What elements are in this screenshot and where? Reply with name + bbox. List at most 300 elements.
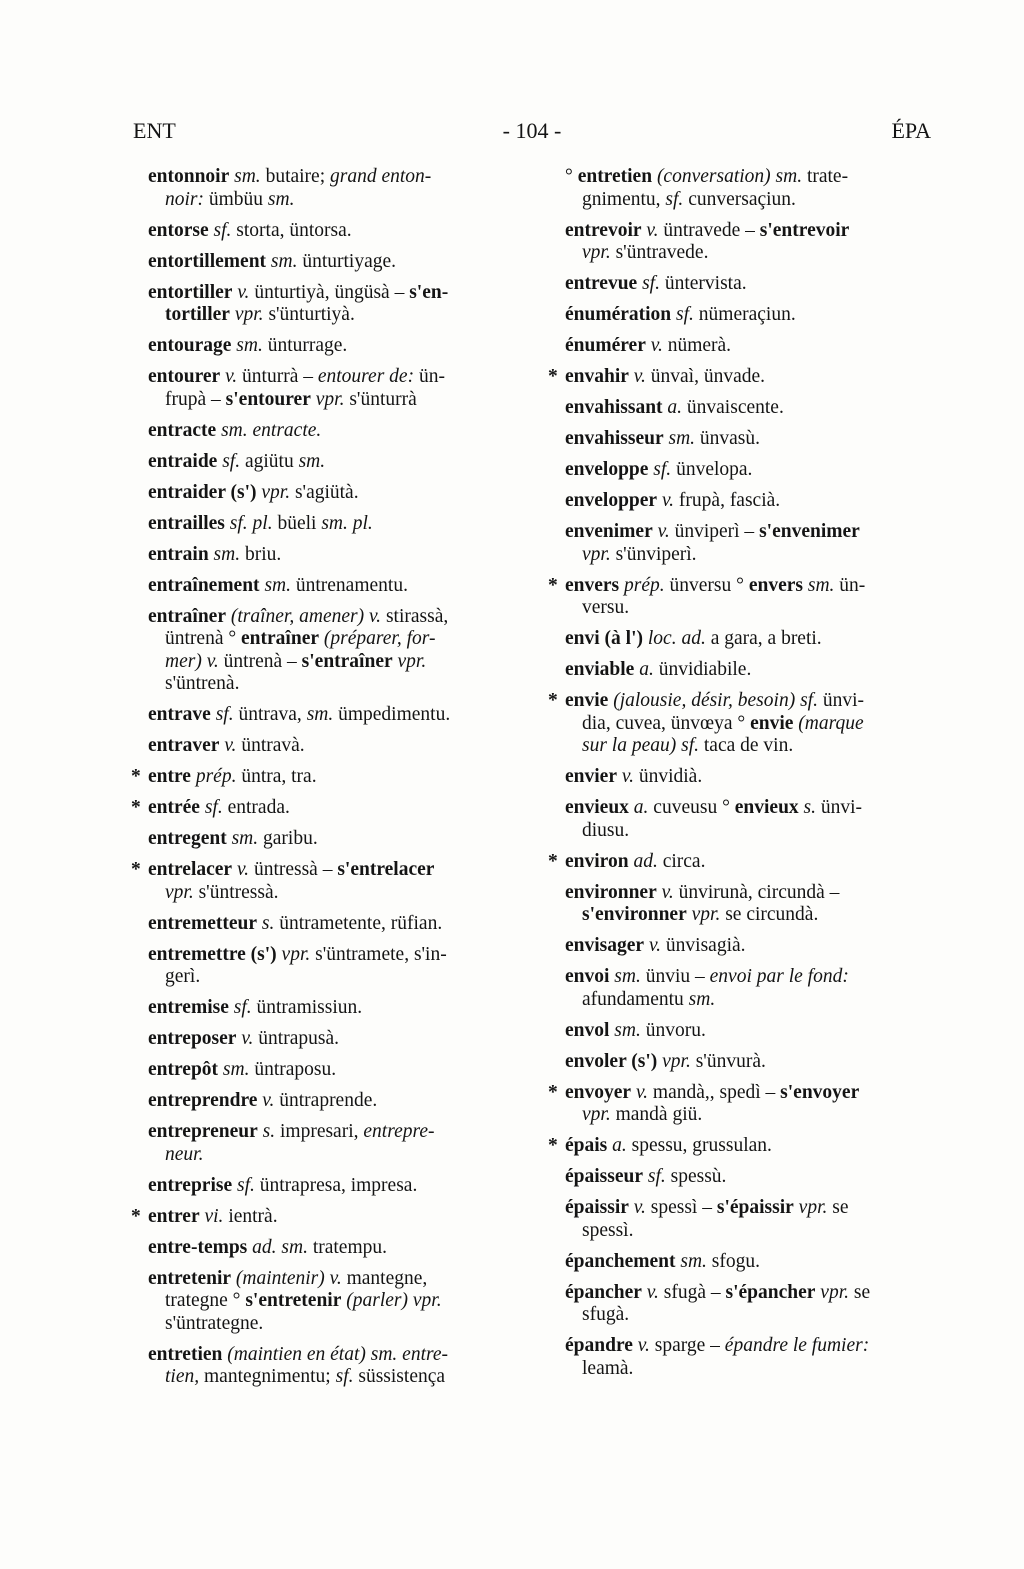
definition-text: s'üntrategne. bbox=[165, 1312, 264, 1334]
headword: envahissant bbox=[565, 397, 663, 418]
headword: s'entourer bbox=[225, 388, 311, 410]
italic-text: a. bbox=[612, 1135, 627, 1156]
dictionary-entry bbox=[148, 1090, 503, 1113]
entry-line bbox=[148, 220, 503, 243]
entry-line bbox=[565, 1082, 933, 1105]
entry-line bbox=[565, 1166, 933, 1189]
italic-text: sm. bbox=[213, 543, 241, 565]
dictionary-entry bbox=[565, 397, 933, 420]
dictionary-entry bbox=[148, 420, 503, 443]
italic-text: vpr. bbox=[691, 904, 721, 925]
dictionary-entry bbox=[148, 282, 503, 327]
dictionary-entry bbox=[565, 166, 933, 211]
italic-text: sm. bbox=[264, 574, 291, 596]
italic-text: v. bbox=[661, 881, 674, 903]
dictionary-entry bbox=[148, 1028, 503, 1051]
entry-line bbox=[148, 673, 503, 696]
italic-text: v. bbox=[224, 735, 237, 756]
italic-text: sf. bbox=[800, 690, 818, 711]
dictionary-entry bbox=[148, 251, 503, 274]
italic-text: v. bbox=[368, 605, 382, 627]
headword: entretien bbox=[148, 1343, 223, 1365]
italic-text: entracte. bbox=[252, 419, 322, 441]
headword: entrailles bbox=[148, 512, 225, 534]
italic-text: v. bbox=[633, 366, 646, 387]
headword: envi (à l') bbox=[565, 628, 643, 649]
definition-text: ün- bbox=[834, 574, 866, 596]
definition-text: diusu. bbox=[582, 819, 630, 841]
entry-line bbox=[148, 335, 503, 358]
dictionary-entry bbox=[565, 490, 933, 513]
definition-text: ünvoru. bbox=[640, 1019, 706, 1041]
definition-text: üntrametente, rüfian. bbox=[274, 912, 443, 934]
entry-line bbox=[565, 220, 933, 243]
definition-text: impresari, bbox=[275, 1121, 364, 1142]
italic-text: sm. bbox=[234, 166, 261, 187]
definition-text: üntrapresa, impresa. bbox=[254, 1174, 418, 1196]
italic-text: (maintenir) bbox=[235, 1267, 325, 1289]
headword: entrée bbox=[148, 797, 200, 818]
entry-line bbox=[148, 1144, 503, 1167]
italic-text: vpr. bbox=[820, 1281, 850, 1303]
entry-line bbox=[565, 490, 933, 513]
italic-text: sm. bbox=[668, 428, 696, 449]
entry-line bbox=[565, 335, 933, 358]
headword: entortiller bbox=[148, 281, 233, 303]
definition-text: garibu. bbox=[258, 828, 318, 849]
entry-line bbox=[148, 166, 503, 189]
italic-text: sf. bbox=[222, 450, 241, 472]
entry-line bbox=[565, 366, 933, 389]
headword: envoi bbox=[565, 966, 610, 987]
italic-text: v. bbox=[206, 650, 219, 672]
dictionary-entry bbox=[148, 704, 503, 727]
italic-text: vpr. bbox=[798, 1197, 828, 1218]
definition-text: leamà. bbox=[582, 1357, 634, 1379]
italic-text: sm. bbox=[221, 419, 248, 441]
italic-text: sm. bbox=[614, 1019, 641, 1041]
headword: envisager bbox=[565, 935, 645, 956]
headword: entraver bbox=[148, 735, 220, 756]
dictionary-entry bbox=[148, 828, 503, 851]
definition-text: se circundà. bbox=[720, 904, 819, 925]
entry-line bbox=[565, 189, 933, 212]
italic-text: vpr. bbox=[397, 650, 427, 672]
definition-text: s'üntramete, s'in- bbox=[310, 943, 447, 965]
definition-text: spessu, grussulan. bbox=[626, 1135, 772, 1156]
definition-text: s'agiütà. bbox=[290, 481, 359, 503]
star-marker: * bbox=[131, 859, 141, 880]
headword: environ bbox=[565, 850, 629, 872]
definition-text: s'ünviperì. bbox=[610, 543, 697, 565]
dictionary-entry bbox=[565, 304, 933, 327]
headword: environner bbox=[565, 881, 657, 903]
entry-line bbox=[148, 966, 503, 989]
definition-text: afundamentu bbox=[582, 988, 689, 1010]
definition-text: gnimentu, bbox=[582, 188, 666, 210]
dictionary-entry bbox=[148, 606, 503, 696]
italic-text: vpr. bbox=[281, 943, 311, 965]
italic-text: sm. bbox=[775, 166, 803, 187]
italic-text: sm. bbox=[807, 574, 835, 596]
headword: entraîner bbox=[241, 628, 320, 649]
entry-line bbox=[148, 451, 503, 474]
headword: épaissir bbox=[565, 1197, 629, 1218]
headword: épandre bbox=[565, 1335, 633, 1356]
dictionary-entry bbox=[148, 220, 503, 243]
entry-line bbox=[148, 1313, 503, 1336]
star-marker: * bbox=[548, 1081, 558, 1103]
entry-line bbox=[148, 1090, 503, 1113]
entry-line bbox=[148, 513, 503, 536]
entry-line bbox=[565, 904, 933, 927]
dictionary-entry bbox=[148, 735, 503, 758]
headword: épais bbox=[565, 1135, 608, 1156]
headword: entrelacer bbox=[148, 859, 233, 880]
entry-line bbox=[565, 273, 933, 296]
headword: envoyer bbox=[565, 1081, 632, 1103]
headword: s'envoyer bbox=[780, 1081, 860, 1103]
italic-text: (marque bbox=[798, 712, 864, 734]
definition-text: storta, üntorsa. bbox=[231, 219, 352, 241]
headword: entregent bbox=[148, 828, 227, 849]
entry-line bbox=[565, 1335, 933, 1358]
italic-text: (jalousie, désir, besoin) bbox=[613, 690, 796, 711]
headword: épaisseur bbox=[565, 1166, 643, 1187]
star-marker: * bbox=[131, 766, 141, 787]
headword: s'entretenir bbox=[245, 1290, 342, 1311]
italic-text: vpr. bbox=[315, 388, 345, 410]
italic-text: vpr. bbox=[234, 304, 264, 325]
entry-line bbox=[148, 189, 503, 212]
headword: envie bbox=[565, 690, 609, 711]
entry-line bbox=[565, 1020, 933, 1043]
headword: envahisseur bbox=[565, 428, 664, 449]
definition-text: sfugà – bbox=[658, 1281, 726, 1303]
headword: entraider (s') bbox=[148, 481, 257, 503]
headword: énumération bbox=[565, 304, 672, 325]
entry-line bbox=[565, 521, 933, 544]
definition-text: süssistença bbox=[353, 1366, 446, 1387]
star-marker: * bbox=[131, 1205, 141, 1227]
entry-line bbox=[148, 828, 503, 851]
italic-text: mer) bbox=[165, 650, 202, 672]
dictionary-entry bbox=[565, 220, 933, 265]
entry-line bbox=[565, 242, 933, 265]
entry-line bbox=[565, 1197, 933, 1220]
definition-text: spessì – bbox=[645, 1197, 717, 1218]
definition-text: ünvaì, ünvade. bbox=[645, 366, 766, 387]
italic-text: sur la peau) bbox=[582, 735, 677, 756]
definition-text: üntrenà – bbox=[218, 650, 302, 672]
italic-text: ad. sm. bbox=[252, 1236, 308, 1258]
definition-text: frupà, fascià. bbox=[674, 490, 781, 511]
definition-text: ünvisagià. bbox=[661, 935, 746, 956]
italic-text: prép. bbox=[195, 766, 237, 787]
entry-line bbox=[148, 389, 503, 412]
italic-text: a. bbox=[639, 659, 654, 680]
italic-text: v. bbox=[621, 766, 634, 787]
definition-text: gerì. bbox=[165, 966, 201, 987]
italic-text: s. bbox=[262, 1121, 276, 1142]
italic-text: sm. bbox=[688, 988, 716, 1010]
header-right-guide-word: ÉPA bbox=[891, 118, 931, 143]
entry-line bbox=[565, 1135, 933, 1158]
definition-text: nümerà. bbox=[662, 335, 732, 356]
entry-line bbox=[565, 544, 933, 567]
entry-line bbox=[565, 166, 933, 189]
headword: entreprise bbox=[148, 1174, 233, 1196]
headword: entrain bbox=[148, 543, 209, 565]
definition-text: ünvidiabile. bbox=[653, 659, 752, 680]
dictionary-entry bbox=[148, 1059, 503, 1082]
entry-line bbox=[148, 704, 503, 727]
italic-text: sf. bbox=[204, 797, 223, 818]
headword: entortillement bbox=[148, 250, 267, 272]
headword: tortiller bbox=[165, 304, 230, 325]
entry-line bbox=[148, 913, 503, 936]
italic-text: tien, bbox=[165, 1366, 200, 1387]
definition-text: nümeraçiun. bbox=[693, 304, 796, 325]
definition-text: s'üntrenà. bbox=[165, 673, 240, 694]
entry-line bbox=[148, 1237, 503, 1260]
definition-text: agiütu bbox=[240, 450, 299, 472]
definition-text: üntrava, bbox=[233, 704, 307, 725]
page-header bbox=[133, 118, 931, 148]
italic-text: sf. bbox=[237, 1174, 255, 1196]
entry-line bbox=[148, 304, 503, 327]
definition-text: ünvi- bbox=[817, 690, 864, 711]
headword: entonnoir bbox=[148, 166, 230, 187]
headword: envenimer bbox=[565, 521, 653, 542]
entry-line bbox=[148, 1268, 503, 1291]
headword: entracte bbox=[148, 419, 217, 441]
headword: entremetteur bbox=[148, 912, 257, 934]
dictionary-entry bbox=[565, 1197, 933, 1242]
star-marker: * bbox=[131, 797, 141, 818]
headword: envers bbox=[748, 574, 803, 596]
definition-text: s'üntressà. bbox=[193, 881, 279, 903]
italic-text: v. bbox=[241, 1028, 254, 1049]
definition-text: ünturtiyage. bbox=[297, 250, 397, 272]
entry-line bbox=[565, 1282, 933, 1305]
entry-line bbox=[565, 1358, 933, 1381]
italic-text: (traîner, amener) bbox=[230, 605, 365, 627]
definition-text: üntrenà ° bbox=[165, 628, 242, 649]
italic-text: vpr. bbox=[412, 1290, 442, 1311]
italic-text: v. bbox=[650, 335, 663, 356]
entry-line bbox=[148, 997, 503, 1020]
entry-line bbox=[148, 575, 503, 598]
dictionary-entry bbox=[548, 1081, 933, 1127]
italic-text: vpr. bbox=[582, 1104, 611, 1125]
headword: entretenir bbox=[148, 1267, 232, 1289]
entry-line bbox=[148, 944, 503, 967]
italic-text: sf. bbox=[233, 997, 252, 1018]
headword: épancher bbox=[565, 1281, 642, 1303]
italic-text: vpr. bbox=[582, 242, 611, 263]
definition-text: trate- bbox=[802, 166, 849, 187]
dictionary-entry bbox=[565, 1166, 933, 1189]
italic-text: grand enton- bbox=[330, 166, 432, 187]
italic-text: vpr. bbox=[582, 543, 611, 565]
italic-text: sm. bbox=[298, 450, 326, 472]
italic-text: v. bbox=[648, 935, 662, 956]
italic-text: v. bbox=[262, 1090, 275, 1111]
definition-text: dia, cuvea, ünvœya ° bbox=[582, 712, 751, 734]
left-column bbox=[131, 166, 503, 1397]
entry-line bbox=[565, 820, 933, 843]
dictionary-entry bbox=[565, 1051, 933, 1074]
dictionary-entry bbox=[565, 1282, 933, 1327]
headword: entreposer bbox=[148, 1028, 237, 1049]
italic-text: v. bbox=[237, 281, 250, 303]
right-column bbox=[548, 166, 933, 1389]
italic-text: v. bbox=[661, 490, 675, 511]
italic-text: s. bbox=[261, 912, 275, 934]
dictionary-entry bbox=[148, 1237, 503, 1260]
headword: s'entraîner bbox=[301, 650, 393, 672]
dictionary-entry bbox=[148, 451, 503, 474]
italic-text: entourer de: bbox=[317, 366, 415, 387]
entry-line bbox=[565, 1304, 933, 1327]
dictionary-entry bbox=[565, 428, 933, 451]
italic-text: sm. bbox=[614, 966, 641, 987]
italic-text: sm. bbox=[236, 335, 263, 356]
italic-text: neur. bbox=[165, 1143, 204, 1165]
entry-line bbox=[565, 935, 933, 958]
italic-text: sf. bbox=[681, 735, 700, 756]
dictionary-entry bbox=[148, 913, 503, 936]
headword: s'envenimer bbox=[759, 521, 860, 542]
italic-text: (préparer, for- bbox=[323, 628, 436, 649]
entry-line bbox=[148, 1366, 503, 1389]
dictionary-entry bbox=[565, 335, 933, 358]
italic-text: (conversation) bbox=[656, 166, 771, 187]
definition-text: üntrapusà. bbox=[253, 1028, 339, 1049]
definition-text: ünturtiyà, üngüsà – bbox=[249, 281, 410, 303]
entry-line bbox=[148, 251, 503, 274]
italic-text: sf. bbox=[653, 459, 672, 480]
headword: envol bbox=[565, 1019, 610, 1041]
entry-line bbox=[148, 544, 503, 567]
definition-text: a gara, a breti. bbox=[705, 628, 822, 649]
headword: entrave bbox=[148, 704, 211, 725]
entry-line bbox=[565, 766, 933, 789]
headword: entremettre (s') bbox=[148, 943, 277, 965]
definition-text: ünvelopa. bbox=[671, 459, 753, 480]
headword: s'entrevoir bbox=[759, 219, 850, 241]
italic-text: v. bbox=[329, 1267, 342, 1289]
dictionary-entry bbox=[148, 1344, 503, 1389]
entry-line bbox=[565, 1251, 933, 1274]
italic-text: v. bbox=[646, 219, 659, 241]
dictionary-entry bbox=[148, 513, 503, 536]
definition-text: üntrenamentu. bbox=[290, 574, 408, 596]
definition-text: ünvi- bbox=[816, 797, 863, 818]
italic-text: sf. bbox=[676, 304, 694, 325]
dictionary-entry bbox=[131, 1205, 503, 1229]
headword: épanchement bbox=[565, 1250, 676, 1272]
dictionary-entry bbox=[565, 459, 933, 482]
dictionary-entry bbox=[548, 1135, 933, 1158]
entry-line bbox=[565, 428, 933, 451]
dictionary-entry bbox=[148, 544, 503, 567]
definition-text: stirassà, bbox=[381, 605, 449, 627]
headword: entorse bbox=[148, 219, 209, 241]
entry-line bbox=[148, 1175, 503, 1198]
headword: entre bbox=[148, 766, 191, 787]
headword: enviable bbox=[565, 659, 635, 680]
definition-text: büeli bbox=[272, 512, 322, 534]
italic-text: entrepre- bbox=[363, 1121, 435, 1142]
entry-line bbox=[565, 989, 933, 1012]
headword: enveloppe bbox=[565, 459, 649, 480]
dictionary-entry bbox=[131, 766, 503, 789]
star-marker: * bbox=[548, 1135, 558, 1156]
dictionary-entry bbox=[565, 521, 933, 566]
headword: entraîner bbox=[148, 605, 226, 627]
entry-line bbox=[565, 797, 933, 820]
dictionary-entry bbox=[148, 166, 503, 211]
italic-text: sf. bbox=[647, 1166, 666, 1187]
italic-text: v. bbox=[635, 1081, 649, 1103]
definition-text: üntraposu. bbox=[249, 1059, 337, 1080]
dictionary-entry bbox=[148, 1268, 503, 1336]
italic-text: (parler) bbox=[346, 1290, 408, 1311]
dictionary-entry bbox=[131, 797, 503, 820]
entry-line bbox=[565, 735, 933, 758]
definition-text: ünvaiscente. bbox=[682, 397, 784, 418]
definition-text: s'ünturtiyà. bbox=[263, 304, 355, 325]
dictionary-entry bbox=[148, 944, 503, 989]
italic-text: sm. pl. bbox=[321, 512, 373, 534]
entry-line bbox=[565, 659, 933, 682]
italic-text: v. bbox=[637, 1335, 650, 1356]
headword: entraide bbox=[148, 450, 218, 472]
italic-text: sm. bbox=[306, 704, 334, 725]
page-number: - 104 - bbox=[502, 118, 562, 143]
dictionary-entry bbox=[565, 1020, 933, 1043]
italic-text: v. bbox=[657, 521, 670, 542]
headword: envier bbox=[565, 766, 617, 787]
entry-line bbox=[565, 882, 933, 905]
definition-text: entrada. bbox=[222, 797, 290, 818]
italic-text: v. bbox=[225, 366, 238, 387]
italic-text: sm. bbox=[370, 1343, 398, 1365]
headword: envelopper bbox=[565, 490, 658, 511]
definition-text: ünturrà – bbox=[237, 366, 318, 387]
headword: envers bbox=[565, 574, 620, 596]
italic-text: entre- bbox=[402, 1343, 449, 1365]
definition-text: sparge – bbox=[649, 1335, 725, 1356]
dictionary-entry bbox=[565, 797, 933, 842]
definition-text: ° bbox=[565, 166, 578, 187]
dictionary-entry bbox=[565, 1251, 933, 1274]
star-marker: * bbox=[548, 690, 558, 711]
italic-text: v. bbox=[236, 859, 250, 880]
definition-text: s'üntravede. bbox=[610, 242, 709, 263]
definition-text: ün- bbox=[414, 366, 445, 387]
italic-text: sf. bbox=[642, 273, 660, 294]
headword: envie bbox=[750, 712, 794, 734]
definition-text: mantegnimentu; bbox=[199, 1366, 336, 1387]
headword: entrevue bbox=[565, 273, 638, 294]
entry-line bbox=[148, 766, 503, 789]
dictionary-entry bbox=[148, 1121, 503, 1166]
headword: envieux bbox=[734, 797, 799, 818]
definition-text: frupà – bbox=[165, 388, 226, 410]
